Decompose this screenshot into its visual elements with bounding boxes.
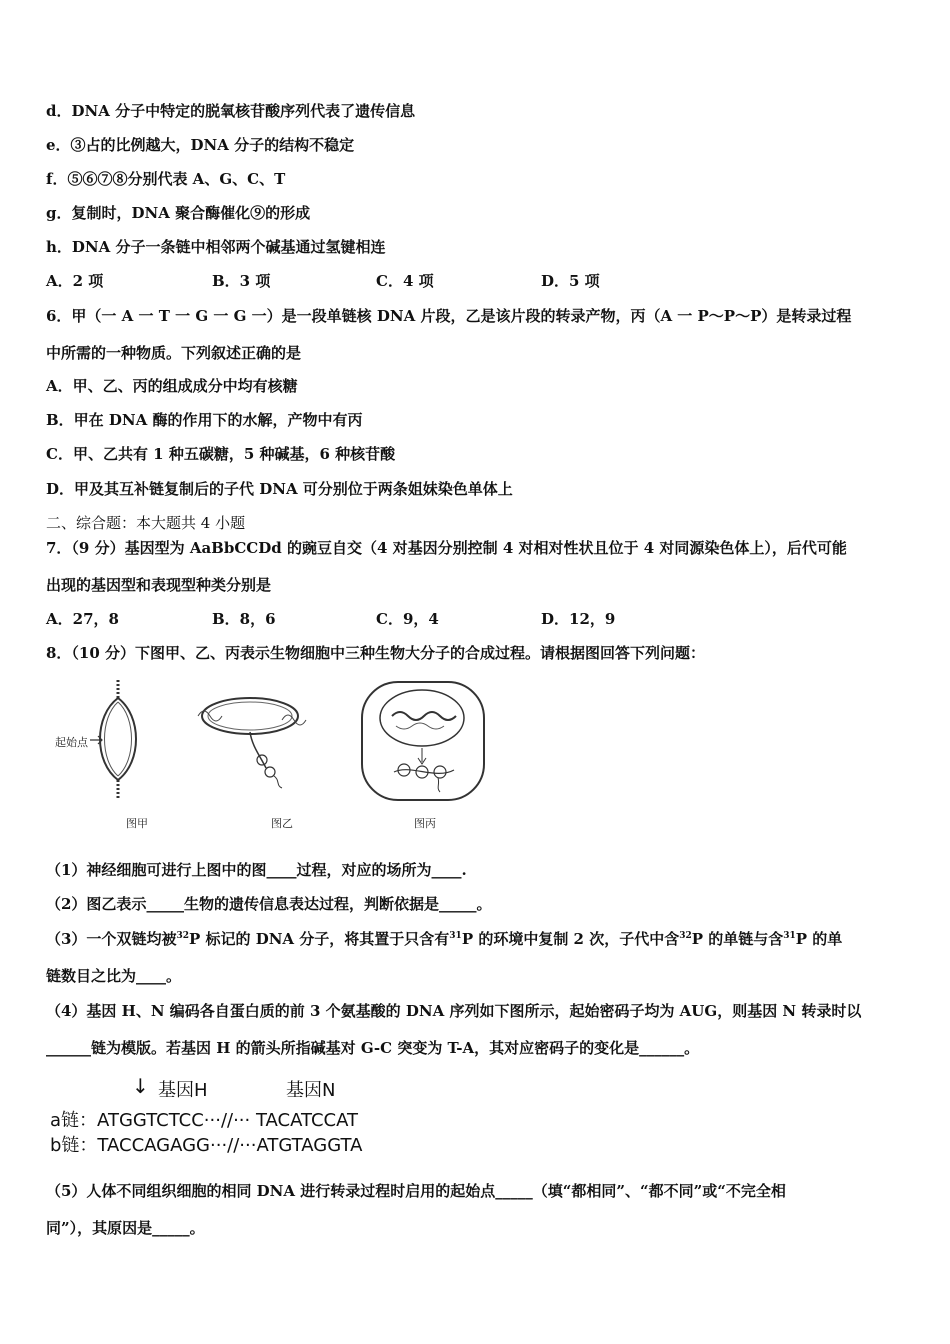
q8-part4-line1: （4）基因 H、N 编码各自蛋白质的前 3 个氨基酸的 DNA 序列如下图所示，起始密码子均为 AUG，则基因 N 转录时以 — [46, 1002, 862, 1020]
figure-bing-cell — [362, 682, 484, 800]
section-heading: 二、综合题：本大题共 4 小题 — [46, 514, 246, 532]
q8-stem: 8．（10 分）下图甲、乙、丙表示生物细胞中三种生物大分子的合成过程。请根据图回答下列问题： — [46, 644, 706, 662]
q5-item-e: e．③占的比例越大，DNA 分子的结构不稳定 — [46, 136, 355, 154]
q7-option-d[interactable]: D．12，9 — [541, 610, 616, 628]
q6-option-d[interactable]: D．甲及其互补链复制后的子代 DNA 可分别位于两条姐妹染色单体上 — [46, 480, 513, 498]
q8-part3-line2: 链数目之比为____。 — [46, 967, 182, 985]
q8-part4-line2: ______链为模版。若基因 H 的箭头所指碱基对 G-C 突变为 T-A，其对应密码子的变化是______。 — [46, 1039, 700, 1057]
synthesis-figure — [50, 676, 490, 836]
q8-part2: （2）图乙表示_____生物的遗传信息表达过程，判断依据是_____。 — [46, 895, 492, 913]
q8-part3-line1: （3）一个双链均被$^{32}$P 标记的 DNA 分子，将其置于只含有$^{31}$P 的环境中复制 2 次，子代中含$^{32}$P 的单链与含$^{31}$P 的单 — [46, 930, 843, 948]
q5-option-b[interactable]: B．3 项 — [212, 272, 271, 290]
q5-item-d: d．DNA 分子中特定的脱氧核苷酸序列代表了遗传信息 — [46, 102, 416, 120]
q7-option-a[interactable]: A．27，8 — [46, 610, 119, 628]
q8-part5-line1: （5）人体不同组织细胞的相同 DNA 进行转录过程时启用的起始点_____（填“都相同”、“都不同”或“不完全相 — [46, 1182, 786, 1200]
a-chain-sequence: a链：ATGGTCTCC···//··· TACATCCAT — [50, 1110, 359, 1131]
q5-option-a[interactable]: A．2 项 — [46, 272, 104, 290]
gene-n-label: 基因N — [286, 1080, 336, 1101]
q7-option-c[interactable]: C．9，4 — [376, 610, 439, 628]
q6-option-c[interactable]: C．甲、乙共有 1 种五碳糖，5 种碱基，6 种核苷酸 — [46, 445, 396, 463]
q8-part1: （1）神经细胞可进行上图中的图____过程，对应的场所为____. — [46, 861, 467, 879]
q7-stem-line1: 7．（9 分）基因型为 AaBbCCDd 的豌豆自交（4 对基因分别控制 4 对相对性状且位于 4 对同源染色体上），后代可能 — [46, 539, 847, 557]
q6-stem-line1: 6．甲（一 A 一 T 一 G 一 G 一）是一段单链核 DNA 片段，乙是该片段的转录产物，丙（A 一 P～P～P）是转录过程 — [46, 307, 852, 325]
q6-option-a[interactable]: A．甲、乙、丙的组成成分中均有核糖 — [46, 377, 298, 395]
b-chain-sequence: b链：TACCAGAGG···//···ATGTAGGTA — [50, 1135, 363, 1156]
q8-part5-line2: 同”），其原因是_____。 — [46, 1219, 205, 1237]
q6-option-b[interactable]: B．甲在 DNA 酶的作用下的水解，产物中有丙 — [46, 411, 363, 429]
mutation-arrow-icon: ↓ — [132, 1074, 149, 1098]
caption-yi: 图乙 — [271, 817, 293, 830]
caption-jia: 图甲 — [126, 817, 148, 830]
q7-option-b[interactable]: B．8，6 — [212, 610, 276, 628]
q5-item-g: g．复制时，DNA 聚合酶催化⑨的形成 — [46, 204, 311, 222]
q7-stem-line2: 出现的基因型和表现型种类分别是 — [46, 576, 272, 594]
figure-jia-replication — [90, 680, 136, 800]
caption-bing: 图丙 — [414, 817, 436, 830]
q5-item-h: h．DNA 分子一条链中相邻两个碱基通过氢键相连 — [46, 238, 386, 256]
q5-option-c[interactable]: C．4 项 — [376, 272, 434, 290]
q5-item-f: f．⑤⑥⑦⑧分别代表 A、G、C、T — [46, 170, 286, 188]
figure-yi-expression — [198, 698, 306, 788]
gene-h-label: 基因H — [158, 1080, 208, 1101]
q6-stem-line2: 中所需的一种物质。下列叙述正确的是 — [46, 344, 302, 362]
start-point-label: 起始点 — [55, 736, 88, 749]
q5-option-d[interactable]: D．5 项 — [541, 272, 600, 290]
